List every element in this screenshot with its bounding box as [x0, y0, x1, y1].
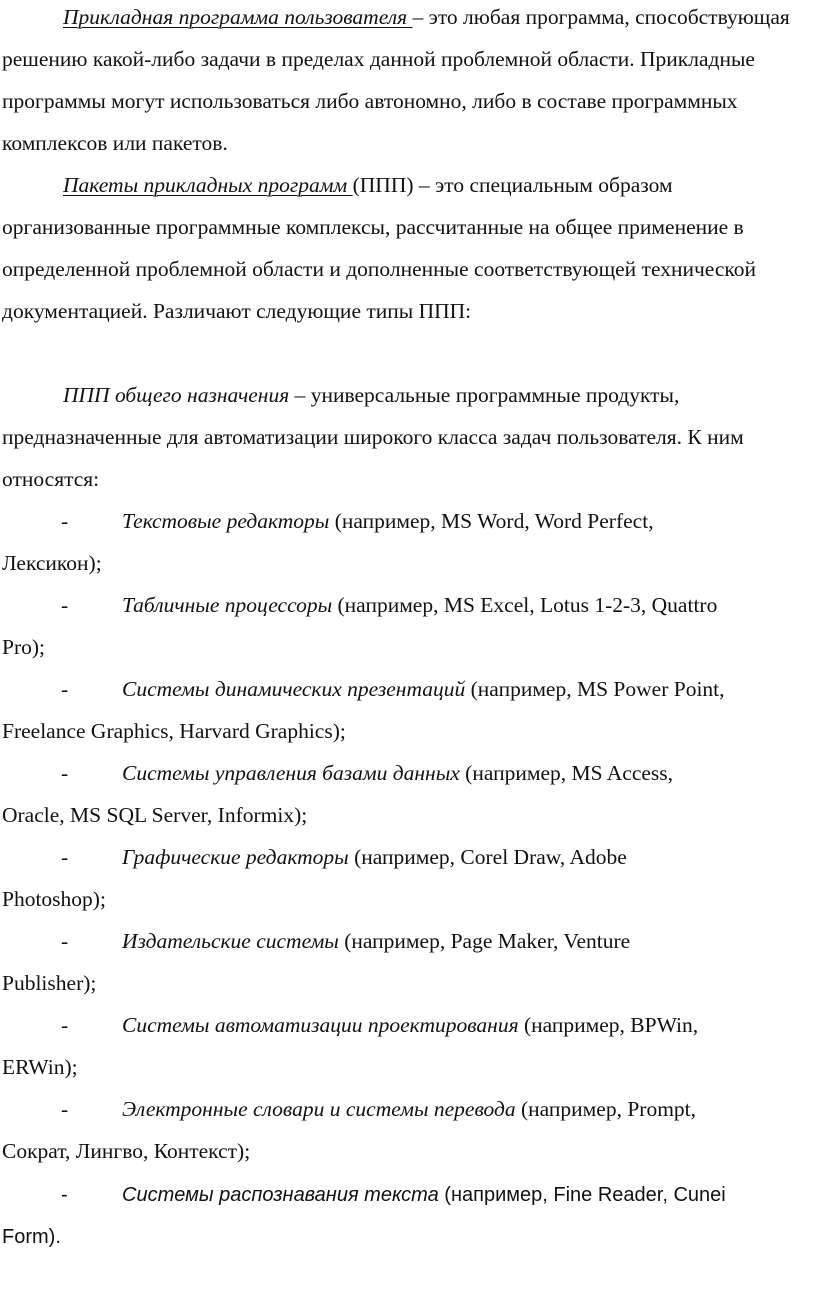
list-item	[2, 752, 814, 836]
list-item-text: (например, MS Power Point,	[465, 677, 725, 701]
paragraph-application-packages	[2, 164, 814, 332]
list-dash: -	[61, 1184, 68, 1206]
list-dash: -	[61, 593, 69, 617]
list-item-text: (например, Corel Draw, Adobe	[348, 845, 627, 869]
list-item	[2, 584, 814, 668]
list-dash: -	[61, 845, 69, 869]
list-item-term: Системы управления базами данных	[122, 761, 460, 785]
list-item	[2, 920, 814, 1004]
term-general-purpose: ППП общего назначения	[63, 383, 290, 407]
paragraph-text: – это любая программа, способствующая решению какой-либо задачи в пределах данной проблемной области. Прикладные программы могут использоваться либо автономно, либо в составе программных комплексов или пакетов.	[2, 5, 790, 155]
list-item-term: Системы динамических презентаций	[122, 677, 466, 701]
list-dash: -	[61, 929, 69, 953]
list-dash: -	[61, 509, 69, 533]
list-item-term: Системы распознавания текста	[122, 1184, 439, 1206]
list-item	[2, 1088, 814, 1172]
list-item-term: Издательские системы	[122, 929, 339, 953]
list-item-text: (например, Page Maker, Venture	[338, 929, 631, 953]
list-item-continuation: Oracle, MS SQL Server, Informix);	[2, 803, 308, 827]
list-item-term: Системы автоматизации проектирования	[122, 1013, 519, 1037]
list-item-continuation: Pro);	[2, 635, 45, 659]
list-item-continuation: ERWin);	[2, 1055, 78, 1079]
list-item	[2, 668, 814, 752]
list-item	[2, 500, 814, 584]
list-item-text: (например, MS Word, Word Perfect,	[329, 509, 654, 533]
list-item-continuation: Photoshop);	[2, 887, 106, 911]
paragraph-general-purpose	[2, 374, 814, 500]
list-item-term: Текстовые редакторы	[122, 509, 330, 533]
term-application-program: Прикладная программа пользователя	[63, 5, 413, 29]
list-dash: -	[61, 761, 69, 785]
paragraph-text: (ППП) – это специальным образом организованные программные комплексы, рассчитанные на общее применение в определенной проблемной области и дополненные соответствующей технической документацией. Различают следующие типы ППП:	[2, 173, 757, 323]
list-item-continuation: Лексикон);	[2, 551, 102, 575]
term-application-packages: Пакеты прикладных программ	[63, 173, 353, 197]
list-item-term: Табличные процессоры	[122, 593, 333, 617]
list-dash: -	[61, 1097, 69, 1121]
paragraph-application-program	[2, 0, 814, 164]
list-item-continuation: Publisher);	[2, 971, 97, 995]
list-item-text: (например, MS Excel, Lotus 1-2-3, Quattro	[332, 593, 718, 617]
list-dash: -	[61, 677, 69, 701]
list-item-text: (например, BPWin,	[518, 1013, 699, 1037]
list-item-text: (например, Fine Reader, Cunei	[438, 1184, 726, 1206]
list-item	[2, 1174, 814, 1258]
list-item-term: Графические редакторы	[122, 845, 349, 869]
paragraph-text: – универсальные программные продукты, предназначенные для автоматизации широкого класса задач пользователя. К ним относятся:	[2, 383, 744, 491]
list-item	[2, 836, 814, 920]
list-item-continuation: Freelance Graphics, Harvard Graphics);	[2, 719, 346, 743]
list-item-text: (например, MS Access,	[459, 761, 674, 785]
list-item-continuation: Form).	[2, 1226, 61, 1248]
list-item-continuation: Сократ, Лингво, Контекст);	[2, 1139, 251, 1163]
list-item-text: (например, Prompt,	[515, 1097, 697, 1121]
list-item-term: Электронные словари и системы перевода	[122, 1097, 516, 1121]
list-dash: -	[61, 1013, 69, 1037]
list-item	[2, 1004, 814, 1088]
